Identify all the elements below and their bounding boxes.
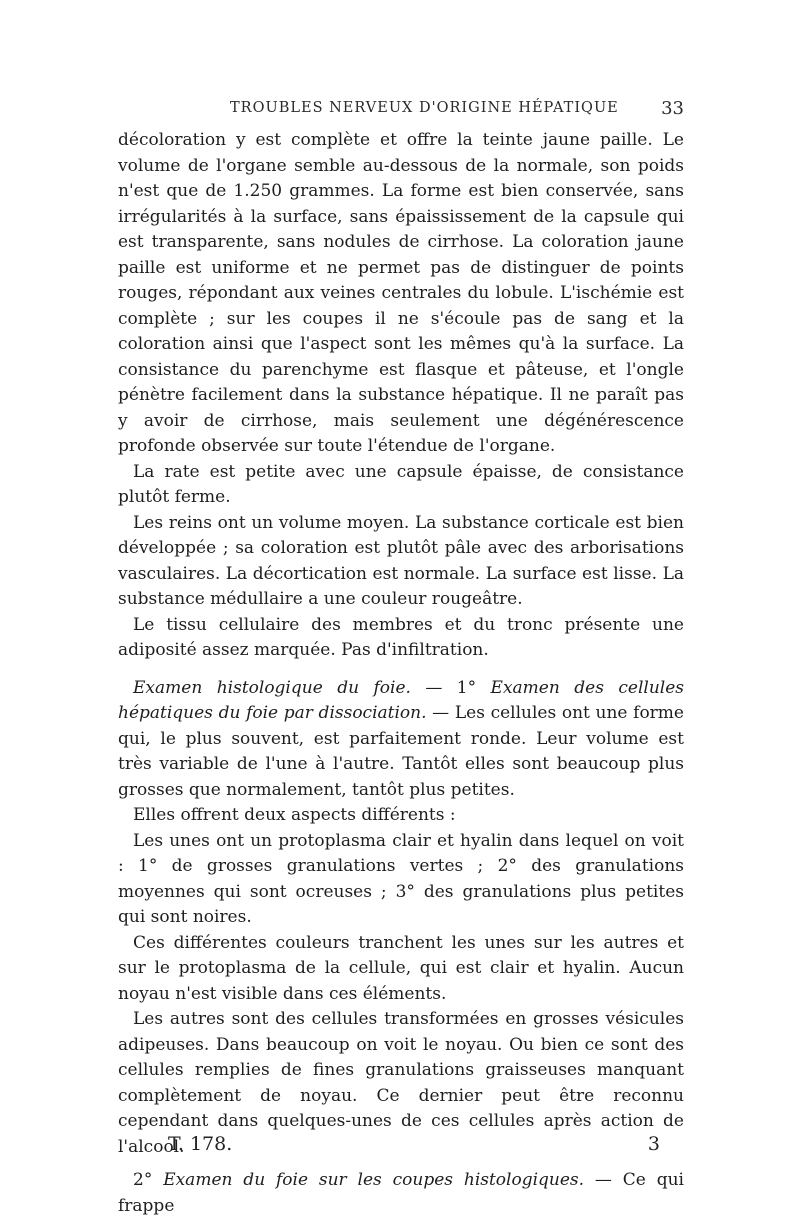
paragraph-histology-heading: Examen histologique du foie. — 1° Examen des cellules hépatiques du foie par dissociation. — Les cellules ont une forme qui, le plus souvent, est parfaitement ronde. Leur volume est très variable de l'une à l'autre. Tantôt elles sont beaucoup plus grosses que normalement, tantôt plus petites. — [118, 677, 684, 800]
section-heading-histology: Examen histologique du foie. — [133, 677, 411, 698]
subsection-heading-dissociation: Examen des cellules hépatiques du foie par dissociation. — [118, 677, 684, 723]
page-number: 33 — [661, 98, 684, 119]
paragraph-cellular-tissue: Le tissu cellulaire des membres et du tronc présente une adiposité assez marquée. Pas d'infiltration. — [118, 614, 684, 660]
signature-mark: T. 178. — [168, 1133, 233, 1155]
paragraph-colors: Ces différentes couleurs tranchent les unes sur les autres et sur le protoplasma de la cellule, qui est clair et hyalin. Aucun noyau n'est visible dans ces éléments. — [118, 932, 684, 1004]
paragraph-kidneys: Les reins ont un volume moyen. La substance corticale est bien développée ; sa coloration est plutôt pâle avec des arborisations vasculaires. La décortication est normale. La surface est lisse. La substance médullaire a une couleur rougeâtre. — [118, 512, 684, 609]
paragraph-histological-sections: 2° Examen du foie sur les coupes histologiques. — Ce qui frappe — [118, 1170, 684, 1216]
body-text — [118, 128, 684, 1219]
paragraph-granulations: Les unes ont un protoplasma clair et hyalin dans lequel on voit : 1° de grosses granulations vertes ; 2° des granulations moyennes qui sont ocreuses ; 3° des granulations plus petites qui sont noires. — [118, 830, 684, 927]
signature-number: 3 — [647, 1133, 660, 1155]
running-title: TROUBLES NERVEUX D'ORIGINE HÉPATIQUE — [230, 100, 619, 116]
subsection-heading-sections: Examen du foie sur les coupes histologiques. — [163, 1170, 585, 1190]
paragraph-spleen: La rate est petite avec une capsule épaisse, de consistance plutôt ferme. — [118, 461, 684, 507]
paragraph-liver-description: décoloration y est complète et offre la teinte jaune paille. Le volume de l'organe semble au-dessous de la normale, son poids n'est que de 1.250 grammes. La forme est bien conservée, sans irrégularités à la surface, sans épaississement de la capsule qui est transparente, sans nodules de cirrhose. La coloration jaune paille est uniforme et ne permet pas de distinguer de points rouges, répondant aux veines centrales du lobule. L'ischémie est complète ; sur les coupes il ne s'écoule pas de sang et la coloration ainsi que l'aspect sont les mêmes qu'à la surface. La consistance du parenchyme est flasque et pâteuse, et l'ongle pénètre facilement dans la substance hépatique. Il ne paraît pas y avoir de cirrhose, mais seulement une dégénérescence profonde observée sur toute l'étendue de l'organe. — [118, 130, 684, 456]
running-head — [118, 100, 684, 124]
paragraph-adipose-cells: Les autres sont des cellules transformées en grosses vésicules adipeuses. Dans beaucoup on voit le noyau. Ou bien ce sont des cellules remplies de fines granulations graisseuses manquant complètement de noyau. Ce dernier peut être reconnu cependant dans quelques-unes de ces cellules après action de l'alcool. — [118, 1009, 684, 1157]
paragraph-two-aspects: Elles offrent deux aspects différents : — [133, 805, 456, 825]
page-footer — [168, 1133, 660, 1161]
